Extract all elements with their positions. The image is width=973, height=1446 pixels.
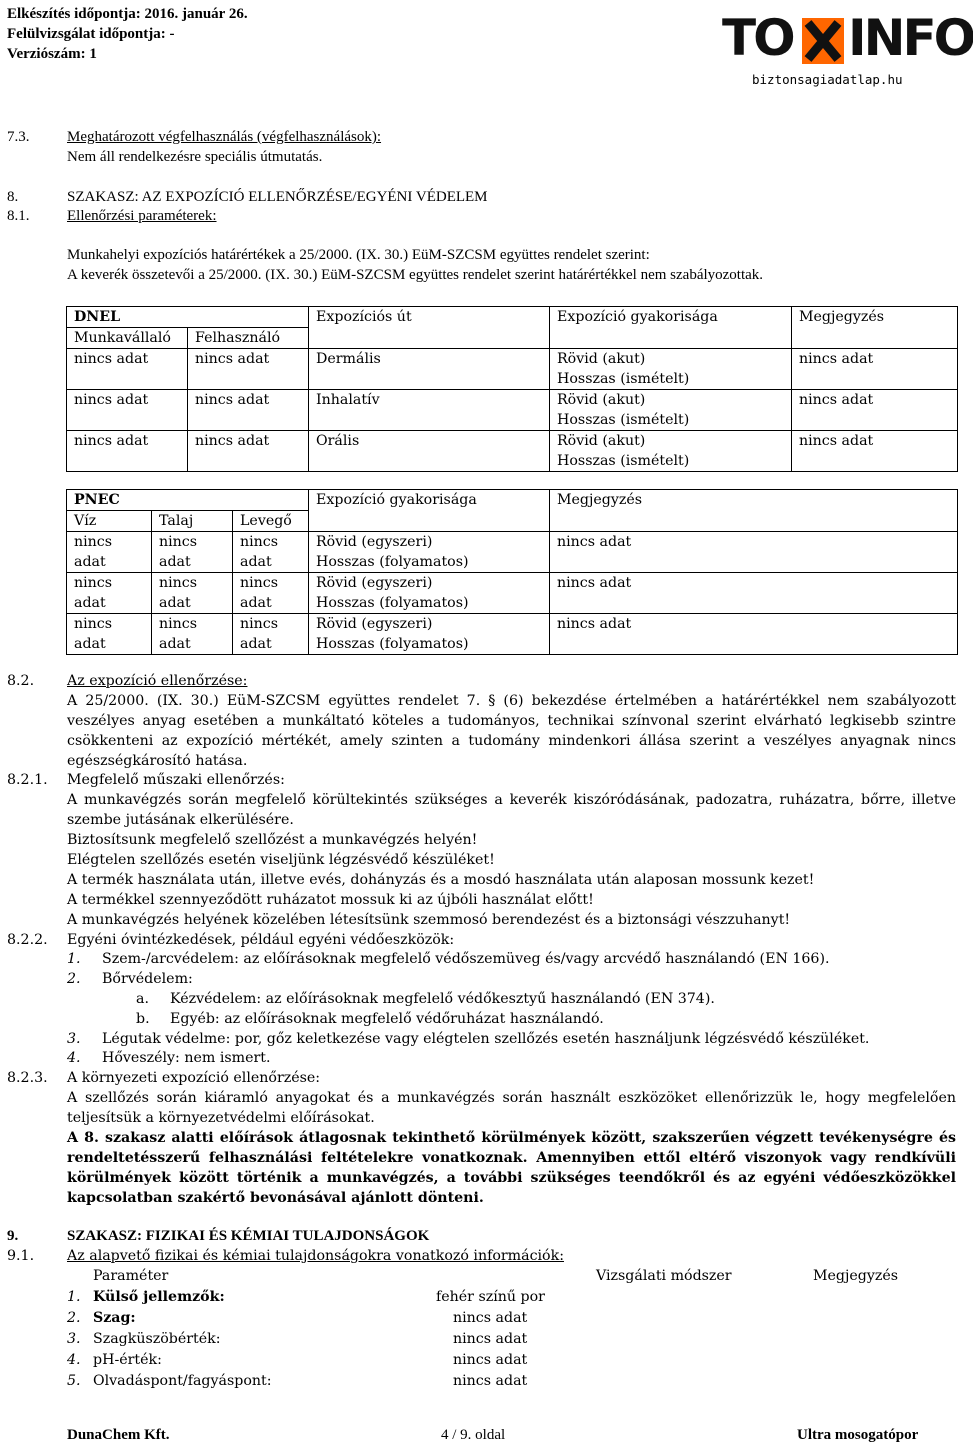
footer-page-number: 4 / 9. oldal (441, 1427, 506, 1443)
dnel-frequency-header: Expozíció gyakorisága (550, 307, 792, 349)
dnel-note-cell: nincs adat (792, 431, 958, 472)
pnec-air-cell (233, 614, 309, 655)
pnec-water-cell (67, 573, 152, 614)
respirator-text: Elégtelen szellőzés esetén viseljünk légzésvédő készüléket! (67, 852, 495, 868)
mixture-limits-text: A keverék összetevői a 25/2000. (IX. 30.) EüM-SZCSM együttes rendelet szerint határértékkel nem szabályozottak. (67, 267, 764, 283)
logo-text-to: TO (722, 9, 793, 67)
ventilation-text: Biztosítsunk megfelelő szellőzést a munkavégzés helyén! (67, 832, 478, 848)
cell-line: nincs (159, 575, 198, 591)
property-number: 2. (67, 1310, 81, 1326)
property-value: fehér színű por (436, 1289, 545, 1305)
dnel-worker-cell: nincs adat (67, 390, 188, 431)
dnel-note-header: Megjegyzés (792, 307, 958, 349)
section-8-2-title: Az expozíció ellenőrzése: (67, 673, 248, 689)
pnec-note-cell: nincs adat (550, 614, 958, 655)
dnel-frequency-cell (550, 390, 792, 431)
frequency-long: Hosszas (folyamatos) (316, 554, 469, 570)
hand-protection-text: Kézvédelem: az előírásoknak megfelelő védőkesztyű használandó (EN 374). (170, 991, 715, 1007)
dnel-frequency-cell (550, 431, 792, 472)
footer-company: DunaChem Kft. (67, 1427, 170, 1443)
section-8-title: SZAKASZ: AZ EXPOZÍCIÓ ELLENŐRZÉSE/EGYÉNI VÉDELEM (67, 189, 488, 205)
table-row (67, 349, 958, 390)
pnec-water-cell (67, 532, 152, 573)
frequency-short: Rövid (akut) (557, 392, 646, 408)
cell-line: adat (159, 636, 191, 652)
eye-protection-text: Szem-/arcvédelem: az előírásoknak megfelelő védőszemüveg és/vagy arcvédő használandó (EN 166). (102, 951, 830, 967)
x-mark-icon (802, 18, 844, 64)
pnec-water-cell (67, 614, 152, 655)
pnec-note-header: Megjegyzés (550, 490, 958, 532)
frequency-long: Hosszas (folyamatos) (316, 595, 469, 611)
other-protection-text: Egyéb: az előírásoknak megfelelő védőruházat használandó. (170, 1011, 604, 1027)
skin-protection-text: Bőrvédelem: (102, 971, 193, 987)
cell-line: nincs (74, 534, 113, 550)
section-8-2-3-number: 8.2.3. (7, 1070, 48, 1086)
list-number: 4. (67, 1050, 81, 1066)
pnec-frequency-cell (309, 532, 550, 573)
section-8-1-title: Ellenőrzési paraméterek: (67, 208, 217, 224)
frequency-short: Rövid (egyszeri) (316, 575, 433, 591)
cell-line: nincs (159, 534, 198, 550)
respiratory-protection-text: Légutak védelme: por, gőz keletkezése vagy elégtelen szellőzés esetén használjunk légzésvédő készüléket. (102, 1031, 870, 1047)
eyewash-text: A munkavégzés helyének közelében létesítsünk szemmosó berendezést és a biztonsági vészzuhanyt! (67, 912, 791, 928)
section-8-2-1-number: 8.2.1. (7, 772, 48, 788)
cell-line: nincs (240, 616, 279, 632)
section-9-number: 9. (7, 1228, 19, 1244)
section-8-1-number: 8.1. (7, 208, 30, 224)
section-7-3-text: Nem áll rendelkezésre speciális útmutatás. (67, 149, 323, 165)
property-label: Szag: (93, 1310, 136, 1326)
section-8-number: 8. (7, 189, 19, 205)
dnel-route-cell: Inhalatív (309, 390, 550, 431)
parameter-header: Paraméter (93, 1268, 169, 1284)
logo-website: biztonsagiadatlap.hu (752, 72, 903, 87)
property-number: 5. (67, 1373, 81, 1389)
pnec-frequency-header: Expozíció gyakorisága (309, 490, 550, 532)
footer-product: Ultra mosogatópor (797, 1427, 919, 1443)
cell-line: adat (159, 554, 191, 570)
property-number: 4. (67, 1352, 81, 1368)
thermal-hazard-text: Hőveszély: nem ismert. (102, 1050, 271, 1066)
dnel-table (66, 306, 958, 472)
table-row (67, 614, 958, 655)
section-8-2-number: 8.2. (7, 673, 35, 689)
cell-line: nincs (240, 534, 279, 550)
frequency-long: Hosszas (ismételt) (557, 412, 690, 428)
section-8-2-1-title: Megfelelő műszaki ellenőrzés: (67, 772, 285, 788)
list-letter: b. (136, 1011, 150, 1027)
list-number: 1. (67, 951, 81, 967)
frequency-short: Rövid (akut) (557, 351, 646, 367)
pnec-table (66, 489, 958, 655)
dnel-note-cell: nincs adat (792, 349, 958, 390)
property-number: 3. (67, 1331, 81, 1347)
frequency-short: Rövid (akut) (557, 433, 646, 449)
dnel-note-cell: nincs adat (792, 390, 958, 431)
section-7-3-title: Meghatározott végfelhasználás (végfelhasználások): (67, 129, 382, 145)
header-version: Verziószám: 1 (7, 46, 97, 62)
pnec-note-cell: nincs adat (550, 573, 958, 614)
property-value: nincs adat (453, 1310, 528, 1326)
property-label: Külső jellemzők: (93, 1289, 225, 1305)
property-value: nincs adat (453, 1373, 528, 1389)
section-8-2-text: A 25/2000. (IX. 30.) EüM-SZCSM együttes rendelet 7. § (6) bekezdése értelmében a határértékkel nem szabályozott veszélyes anyag esetében a munkáltató köteles a tudományos, technikai színvonal szerint elvárható legkisebb szintre csökkenteni az expozíció mértékét, amely szinten a tudomány mindenkori állása szerint a veszélyes anyagnak nincs egészségkárosító hatása. (67, 693, 956, 769)
section-8-2-3-title: A környezeti expozíció ellenőrzése: (67, 1070, 321, 1086)
header-created-date: Elkészítés időpontja: 2016. január 26. (7, 6, 248, 22)
table-row (67, 573, 958, 614)
property-label: pH-érték: (93, 1352, 162, 1368)
property-value: nincs adat (453, 1352, 528, 1368)
property-value: nincs adat (453, 1331, 528, 1347)
dnel-header: DNEL (67, 307, 309, 328)
list-number: 2. (67, 971, 81, 987)
pnec-soil-cell (152, 532, 233, 573)
section-9-title: SZAKASZ: FIZIKAI ÉS KÉMIAI TULAJDONSÁGOK (67, 1228, 430, 1244)
pnec-frequency-cell (309, 573, 550, 614)
clothing-washing-text: A termékkel szennyeződött ruházatot mossuk ki az újbóli használat előtt! (67, 892, 594, 908)
cell-line: adat (74, 636, 106, 652)
cell-line: nincs (159, 616, 198, 632)
list-number: 3. (67, 1031, 81, 1047)
cell-line: adat (74, 595, 106, 611)
dnel-worker-header: Munkavállaló (67, 328, 188, 349)
cell-line: adat (74, 554, 106, 570)
engineering-control-text: A munkavégzés során megfelelő körültekintés szükséges a keverék kiszóródásának, padozatra, ruházatra, bőrre, illetve szembe jutásának elkerülésére. (67, 792, 956, 828)
table-row (67, 532, 958, 573)
cell-line: nincs (74, 575, 113, 591)
pnec-air-cell (233, 573, 309, 614)
section-7-3-number: 7.3. (7, 129, 30, 145)
frequency-long: Hosszas (ismételt) (557, 453, 690, 469)
dnel-worker-cell: nincs adat (67, 349, 188, 390)
property-label: Szagküszöbérték: (93, 1331, 221, 1347)
pnec-frequency-cell (309, 614, 550, 655)
logo-text-info: INFO (848, 9, 973, 67)
pnec-soil-header: Talaj (152, 511, 233, 532)
environmental-control-text: A szellőzés során kiáramló anyagokat és a munkavégzés során használt eszközöket ellenőrizzük le, hogy megfelelően teljesítsük a környezetvédelmi előírásokat. (67, 1090, 956, 1126)
dnel-route-header: Expozíciós út (309, 307, 550, 349)
pnec-note-cell: nincs adat (550, 532, 958, 573)
frequency-long: Hosszas (folyamatos) (316, 636, 469, 652)
frequency-short: Rövid (egyszeri) (316, 616, 433, 632)
pnec-header: PNEC (67, 490, 309, 511)
note-header: Megjegyzés (813, 1268, 899, 1284)
section-8-2-2-title: Egyéni óvintézkedések, például egyéni védőeszközök: (67, 932, 455, 948)
cell-line: nincs (240, 575, 279, 591)
hand-washing-text: A termék használata után, illetve evés, dohányzás és a mosdó használata után alaposan mossunk kezet! (67, 872, 815, 888)
dnel-user-cell: nincs adat (188, 431, 309, 472)
pnec-air-header: Levegő (233, 511, 309, 532)
pnec-water-header: Víz (67, 511, 152, 532)
pnec-air-cell (233, 532, 309, 573)
cell-line: adat (240, 595, 272, 611)
dnel-route-cell: Dermális (309, 349, 550, 390)
header-review-date: Felülvizsgálat időpontja: - (7, 26, 175, 42)
frequency-long: Hosszas (ismételt) (557, 371, 690, 387)
pnec-soil-cell (152, 614, 233, 655)
cell-line: nincs (74, 616, 113, 632)
cell-line: adat (240, 636, 272, 652)
method-header: Vizsgálati módszer (596, 1268, 732, 1284)
table-row (67, 390, 958, 431)
property-label: Olvadáspont/fagyáspont: (93, 1373, 272, 1389)
dnel-frequency-cell (550, 349, 792, 390)
cell-line: adat (159, 595, 191, 611)
frequency-short: Rövid (egyszeri) (316, 534, 433, 550)
exposure-limits-text: Munkahelyi expozíciós határértékek a 25/2000. (IX. 30.) EüM-SZCSM együttes rendelet szerint: (67, 247, 650, 263)
pnec-soil-cell (152, 573, 233, 614)
cell-line: adat (240, 554, 272, 570)
dnel-worker-cell: nincs adat (67, 431, 188, 472)
section-9-1-title: Az alapvető fizikai és kémiai tulajdonságokra vonatkozó információk: (67, 1248, 564, 1264)
section-9-1-number: 9.1. (7, 1248, 35, 1264)
toxinfo-logo (722, 9, 973, 67)
dnel-route-cell: Orális (309, 431, 550, 472)
dnel-user-cell: nincs adat (188, 390, 309, 431)
property-number: 1. (67, 1289, 81, 1305)
dnel-user-cell: nincs adat (188, 349, 309, 390)
list-letter: a. (136, 991, 149, 1007)
table-row (67, 431, 958, 472)
dnel-user-header: Felhasználó (188, 328, 309, 349)
section-8-note-text: A 8. szakasz alatti előírások átlagosnak tekinthető körülmények között, szakszerűen végzett tevékenységre és rendeltetésszerű felhasználási feltételekre vonatkoznak. Amennyiben ettől eltérő viszonyok vagy rendkívüli körülmények között történik a munkavégzés, a további szükséges teendőkről és az egyéni védőeszközökkel kapcsolatban szakértő bevonásával ajánlott dönteni. (67, 1130, 956, 1206)
section-8-2-2-number: 8.2.2. (7, 932, 48, 948)
